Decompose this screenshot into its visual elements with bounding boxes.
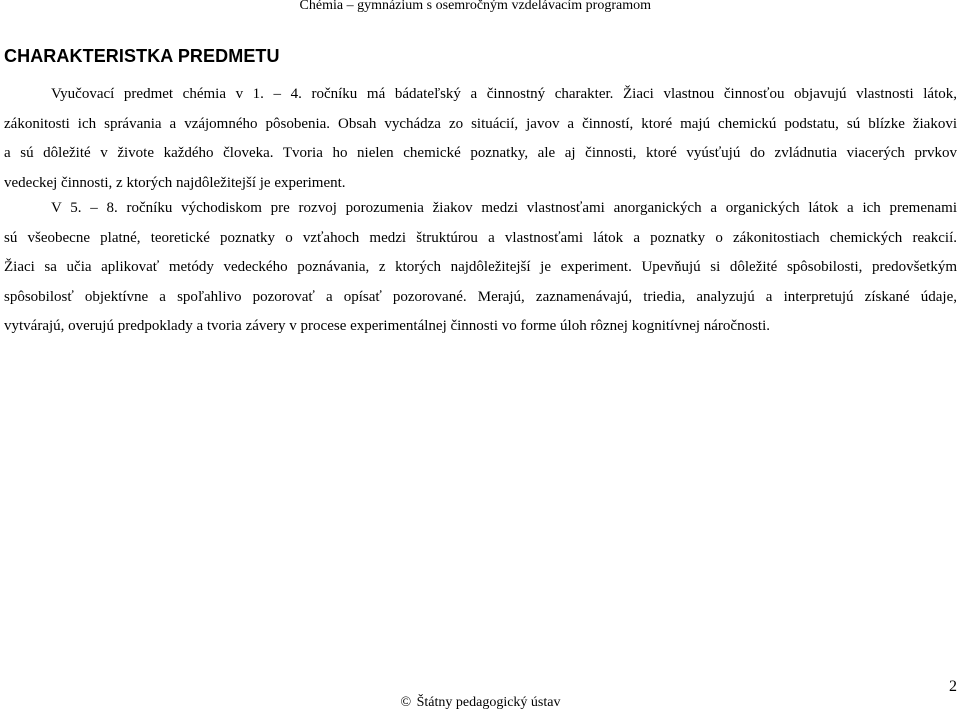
- paragraph-line: V 5. – 8. ročníku východiskom pre rozvoj porozumenia žiakov medzi vlastnosťami anorganických a organických látok a ich premenami: [51, 200, 957, 216]
- page-footer: [0, 694, 959, 712]
- paragraph-line: Vyučovací predmet chémia v 1. – 4. ročníku má bádateľský a činnostný charakter. Žiaci vlastnou činnosťou objavujú vlastnosti látok,: [51, 86, 957, 102]
- running-header: Chémia – gymnázium s osemročným vzdelávacím programom: [299, 0, 651, 13]
- paragraph-line: a sú dôležité v živote každého človeka. Tvoria ho nielen chemické poznatky, ale aj činnosti, ktoré vyúsťujú do zvládnutia viacerých prvkov: [4, 145, 957, 161]
- publisher-name: Štátny pedagogický ústav: [416, 695, 561, 710]
- paragraph-line: vedeckej činnosti, z ktorých najdôležitejší je experiment.: [4, 174, 346, 191]
- paragraph-line: spôsobilosť objektívne a spoľahlivo pozorovať a opísať pozorované. Merajú, zaznamenávajú, triedia, analyzujú a interpretujú získané údaje,: [4, 288, 957, 305]
- paragraph-2: [4, 194, 957, 342]
- copyright-symbol: ©: [400, 695, 412, 710]
- section-title: CHARAKTERISTKA PREDMETU: [4, 46, 280, 66]
- paragraph-line: sú všeobecne platné, teoretické poznatky o vzťahoch medzi štruktúrou a vlastnosťami látok a poznatky o zákonitostiach chemických reakcií.: [4, 229, 957, 246]
- paragraph-line: vytvárajú, overujú predpoklady a tvoria závery v procese experimentálnej činnosti vo forme úloh rôznej kognitívnej náročnosti.: [4, 318, 771, 334]
- paragraph-line: Žiaci sa učia aplikovať metódy vedeckého poznávania, z ktorých najdôležitejší je experiment. Upevňujú si dôležité spôsobilosti, predovšetkým: [4, 259, 957, 275]
- paragraph-1: [4, 80, 957, 198]
- paragraph-line: zákonitosti ich správania a vzájomného pôsobenia. Obsah vychádza zo situácií, javov a činností, ktoré majú chemickú podstatu, sú blízke žiakovi: [4, 115, 957, 132]
- page-number: 2: [949, 678, 957, 695]
